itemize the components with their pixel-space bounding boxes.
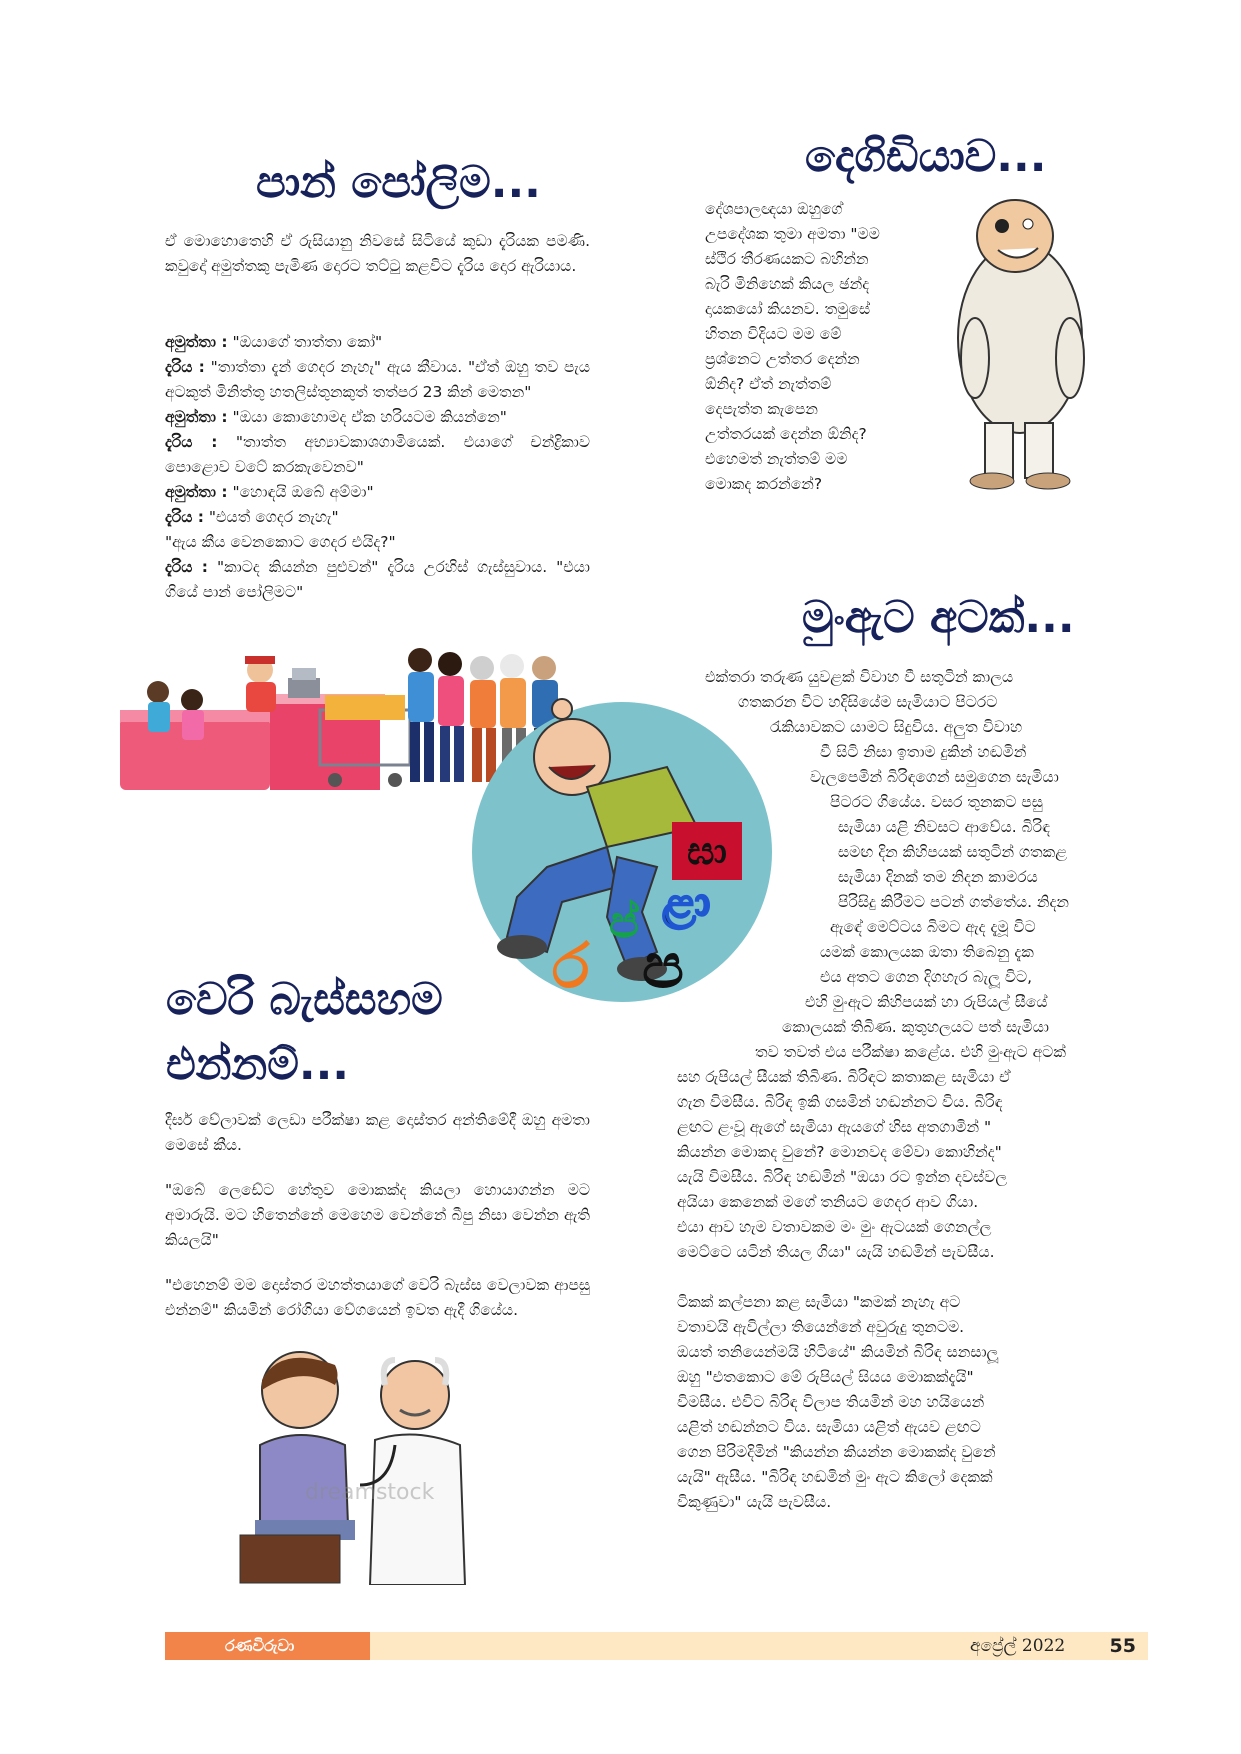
watermark: dreamstock (305, 1480, 435, 1505)
title-mun-eta: මුංඇට අටක්... (802, 592, 1075, 643)
title-weri-bessa-line2: එන්නම්... (166, 1039, 350, 1090)
page-footer (165, 1632, 1148, 1660)
badge-letter: ඝා (672, 822, 742, 880)
text-line: ඇඳේ මෙට්ටය බිමට ඇද දැමූ විට (830, 918, 1036, 936)
text-line: විකුණුවා" යැයි පැවසීය. (677, 1493, 832, 1511)
dialogue-line: දැරිය : "කාටද කියන්න පුළුවන්" දැරිය උරහිස් ගැස්සුවාය. "එයා ගියේ පාන් පෝලිමට" (165, 558, 590, 601)
text-line: වී සිටි නිසා ඉතාම දුකින් හඬමින් (820, 743, 1027, 761)
footer-right-band (370, 1632, 1148, 1660)
text-line: මොකද කරන්නේ? (705, 475, 823, 493)
dialogue-line: අමුත්තා : "ඔයාගේ තාත්තා කෝ" (165, 333, 383, 351)
text-line: ඔයත් තනියෙන්මයි හිටියේ" කියමින් බිරිඳ සනසාලූ (677, 1343, 999, 1361)
text-line: සැමියා දිනක් තම නිදන කාමරය (838, 868, 1038, 886)
text-line: එයා ආව හැම වතාවකම මං මුං ඇටයක් ගෙනල්ල (677, 1218, 992, 1236)
text-line: අයියා කෙනෙක් මගේ තනියට ගෙදර ආව ගියා. (677, 1193, 979, 1211)
footer-left-band (165, 1632, 370, 1660)
text-line: උත්තරයක් දෙන්න ඕනිද? (705, 425, 867, 443)
text-line: යැයි" ඇසීය. "බිරිඳ හඬමින් මුං ඇට කිලෝ දෙකක් (677, 1468, 993, 1486)
text-line: යැයි විමසීය. බිරිඳ හඬමින් "ඔයා රට ඉන්න දවස්වල (677, 1168, 1008, 1186)
dialogue-line: දැරිය : "තාත්තා දැන් ගෙදර නැහැ" ඇය කීවාය. "ඒත් ඔහු තව පැය අටකුත් මිනිත්තු හතලිස්තුනකුත් තත්පර 23 කින් මෙතන" (165, 358, 591, 401)
weri-text (165, 1108, 590, 1343)
text-line: දේශපාලඥයා ඔහුගේ (705, 200, 843, 218)
text-line: කොලයක් තිබිණ. කුතුහලයට පත් සැමියා (782, 1018, 1049, 1036)
title-degidiyawa: දෙගිඩියාව... (805, 131, 1047, 182)
text-line: යළිත් හඬන්නට විය. සැමියා යළිත් ඇයව ළඟට (677, 1418, 981, 1436)
text-line: ස්ථිර තීරණයකට බහින්න (705, 250, 869, 268)
badge-letter: ප් (609, 897, 639, 948)
text-line: විමසීය. එවිට බිරිඳ විලාප තියමින් මහ හයියෙන් (677, 1393, 985, 1411)
pan-intro-text: ඒ මොහොතෙහි ඒ රුසියානු නිවසේ සිටියේ කුඩා දැරියක පමණි. කවුදෝ අමුත්තකු පැමිණ දොරට තට්ටු කළවිට දැරිය දොර ඇරියාය. (165, 232, 590, 275)
text-line: දෙපැත්ත කැපෙන (705, 400, 818, 418)
badge-letter: ර (552, 929, 590, 1002)
badge-letter: ළා (662, 877, 711, 928)
humor-badge (467, 697, 777, 1007)
text-line: රැකියාවකට යාමට සිදුවිය. අලුත විවාහ (770, 718, 1023, 736)
dialogue-line: අමුත්තා : "හොඳයි ඔබේ අම්මා" (165, 483, 374, 501)
text-line: එය අතට ගෙන දිගහැර බැලූ විට, (820, 968, 1033, 986)
text-line: යමක් කොලයක ඔතා තිබෙනු දැක (820, 943, 1034, 961)
text-line: එහි මුංඇට කිහිපයක් හා රුපියල් සීයේ (805, 993, 1048, 1011)
issue-date: අප්‍රේල් 2022 (970, 1636, 1066, 1656)
dialogue-line: අමුත්තා : "ඔයා කොහොමද ඒක හරියටම කියන්නෙ" (165, 408, 507, 426)
text-line: ගැන විමසීය. බිරිඳ ඉකි ගසමින් හඬන්නට විය. බිරිඳ (677, 1093, 1003, 1111)
title-weri-bessa-line1: වෙරි බැස්සහම (166, 974, 443, 1025)
pan-intro (165, 229, 590, 299)
text-line: කියන්න මොකද වුනේ? මොනවද මේවා කොහින්ද" (677, 1143, 1002, 1161)
text-line: දායකයෝ කියනව. තමුසේ (705, 300, 871, 318)
text-line: ඔහු "එතකොට මේ රුපියල් සියය මොකක්දැයි" (677, 1368, 974, 1386)
text-line: තව තවත් එය පරීක්ෂා කළේය. එහි මුංඇට අටක් (755, 1043, 1066, 1061)
text-line: සමඟ දින කිහිපයක් සතුටින් ගතකළ (838, 843, 1068, 861)
dialogue-line: "ඇය කීය වෙනකොට ගෙදර එයිද?" (165, 533, 396, 551)
doctor-patient-graphic (230, 1335, 490, 1585)
page-number: 55 (1109, 1635, 1136, 1657)
text-line: එහෙමත් නැත්තම් මම (705, 450, 848, 468)
dialogue-line: දැරිය : "එයත් ගෙදර නැහැ" (165, 508, 339, 526)
text-line: එක්තරා තරුණ යුවළක් විවාහ වී සතුටින් කාලය (705, 668, 1014, 686)
text-line: ළඟට ළංවූ ඇගේ සැමියා ඇයගේ හිස අතගාමින් " (677, 1118, 992, 1136)
mun-text-2 (677, 1290, 1117, 1515)
text-line: ප්‍රශ්නෙට උත්තර දෙන්න (705, 350, 860, 368)
doctor-patient-illustration (230, 1335, 490, 1585)
magazine-name: රණවිරුවා (225, 1636, 295, 1655)
text-line: ඕනිද? ඒත් නැත්තම් (705, 375, 832, 393)
text-line: හිතන විදියට මම මේ (705, 325, 842, 343)
weri-para-2: "ඔබේ ලෙඩේට හේතුව මොකක්ද කියලා හොයාගන්න මට අමාරුයි. මට හිතෙන්නේ මෙහෙම වෙන්නේ බීපු නිසා වෙන්න ඇති කියලයි" (165, 1181, 590, 1249)
text-line: සැමියා යළි නිවසට ආවේය. බිරිඳ (838, 818, 1050, 836)
dialogue-line: දැරිය : "තාත්ත අභ්‍යාවකාශගාමියෙක්. එයාගේ චන්ද්‍රිකාව පොළොව වටේ කරකැවෙනව" (165, 433, 591, 476)
text-line: පිටරට ගියේය. වසර තුනකට පසු (830, 793, 1043, 811)
text-line: ටිකක් කල්පනා කළ සැමියා "කමක් නැහැ අට (677, 1293, 961, 1311)
text-line: පිරිසිදු කිරීමට පටන් ගත්තේය. නිදන (838, 893, 1069, 911)
badge-letter: ප (642, 929, 684, 1002)
text-line: සහ රුපියල් සීයක් තිබිණ. බිරිඳට කතාකළ සැමියා ඒ (677, 1068, 1011, 1086)
text-line: බැරි මිනිහෙක් කියල ඡන්ද (705, 275, 870, 293)
politician-illustration (930, 188, 1100, 493)
text-line: මෙට්ටෙ යටින් තියල ගියා" යැයි හඬමින් පැවසීය. (677, 1243, 995, 1261)
text-line: වතාවයි ඇවිල්ලා තියෙන්නේ අවුරුදු තුනටම. (677, 1318, 965, 1336)
degidi-text (705, 197, 925, 497)
weri-para-1: දීර්ඝ වේලාවක් ලෙඩා පරීක්ෂා කළ දොස්තර අන්තිමේදී ඔහු අමතා මෙසේ කීය. (165, 1111, 590, 1154)
weri-para-3: "එහෙනම් මම දොස්තර මහත්තයාගේ වෙරි බැස්ස වෙලාවක ආපසු එන්නම්" කියමින් රෝගියා වේගයෙන් ඉවත ඇදී ගියේය. (165, 1276, 590, 1319)
text-line: උපදේශක තුමා අමතා "මම (705, 225, 880, 243)
text-line: ගතකරන විට හදිසියේම සැමියාට පිටරට (738, 693, 998, 711)
title-pan-polima: පාන් පෝලිම... (256, 157, 541, 208)
text-line: වැලපෙමින් බිරිඳගෙන් සමුගෙන සැමියා (810, 768, 1059, 786)
text-line: ගෙන පිරිමදිමින් "කියන්න කියන්න මොකක්ද වුනේ (677, 1443, 996, 1461)
pan-dialogue (165, 330, 590, 605)
